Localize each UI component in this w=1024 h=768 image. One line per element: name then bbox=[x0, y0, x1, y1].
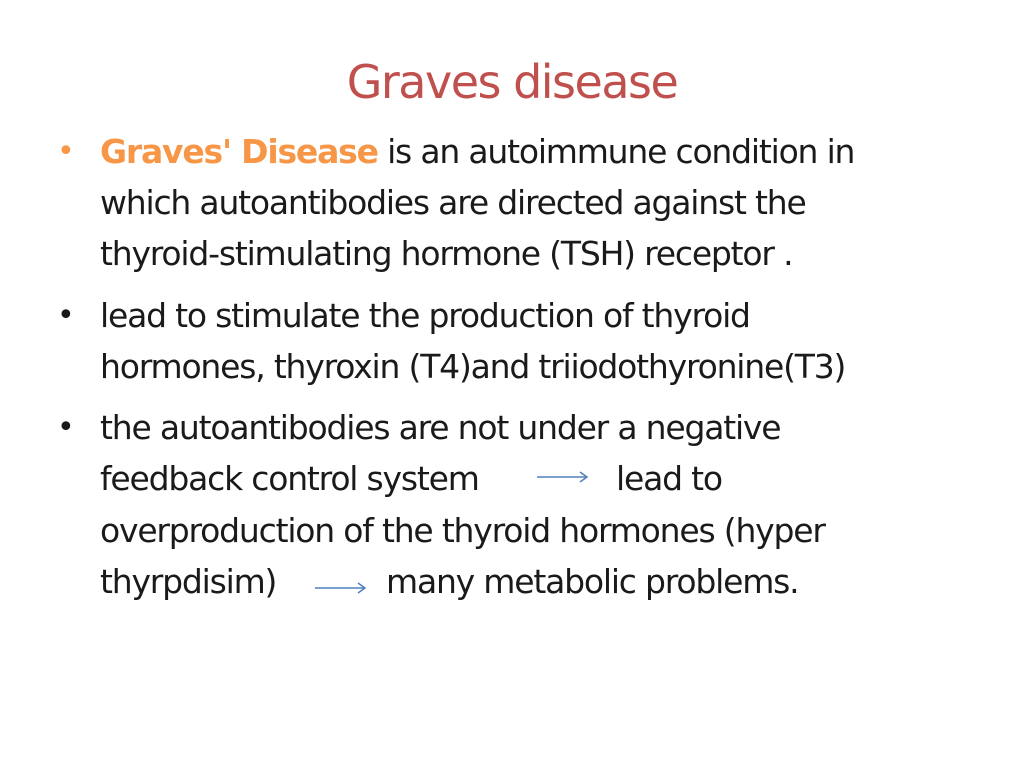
bullet-3-line-4b: many metabolic problems. bbox=[386, 562, 799, 601]
bullet-3-line-2: feedback control system bbox=[100, 459, 479, 498]
bullet-1-line-1 bbox=[100, 132, 854, 172]
bullet-2-line-2: hormones, thyroxin (T4)and triiodothyronine(T3) bbox=[100, 347, 846, 386]
bullet-marker: • bbox=[57, 298, 75, 333]
bullet-3-line-1: the autoantibodies are not under a negative bbox=[100, 408, 781, 447]
bullet-3-line-2b: lead to bbox=[616, 459, 722, 498]
bullet-marker: • bbox=[57, 134, 75, 169]
bullet-1-line-2: which autoantibodies are directed against the bbox=[100, 183, 806, 222]
bullet-3-line-4: thyrpdisim) bbox=[100, 562, 277, 601]
bullet-1-line-3: thyroid-stimulating hormone (TSH) receptor . bbox=[100, 234, 793, 273]
slide-title: Graves disease bbox=[346, 55, 678, 109]
highlight-term: Graves' Disease bbox=[100, 132, 378, 171]
bullet-1-text: is an autoimmune condition in bbox=[377, 132, 855, 171]
bullet-3-line-3: overproduction of the thyroid hormones (hyper bbox=[100, 511, 825, 550]
right-arrow-icon bbox=[314, 581, 368, 595]
bullet-marker: • bbox=[57, 410, 75, 445]
bullet-2-line-1: lead to stimulate the production of thyroid bbox=[100, 296, 750, 335]
right-arrow-icon bbox=[536, 470, 590, 484]
